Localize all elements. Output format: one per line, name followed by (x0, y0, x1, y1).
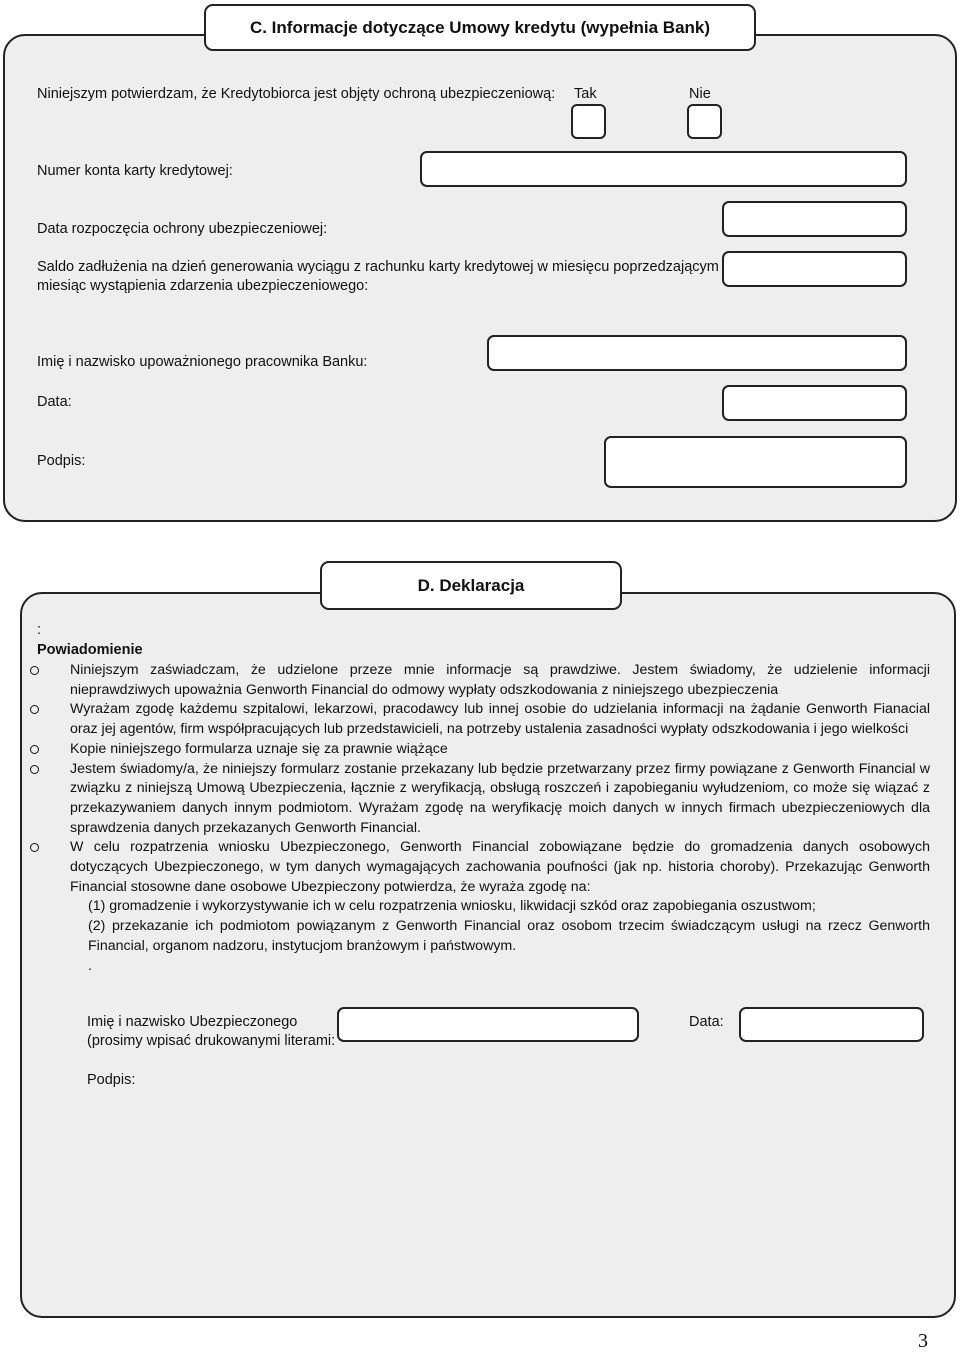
signature-label-c: Podpis: (37, 453, 86, 469)
sub-item (70, 897, 930, 917)
bullet-icon (30, 765, 39, 774)
page-number: 3 (918, 1330, 928, 1352)
section-d-title: D. Deklaracja (320, 561, 622, 610)
list-item (70, 740, 930, 760)
balance-label-line2: miesiąc wystąpienia zdarzenia ubezpieczeniowego: (37, 278, 369, 294)
date-label-d: Data: (689, 1014, 724, 1030)
bullet-icon (30, 745, 39, 754)
signature-field-c[interactable] (604, 436, 907, 488)
list-item (70, 760, 930, 839)
declaration-list (70, 661, 930, 976)
balance-label-line1: Saldo zadłużenia na dzień generowania wyciągu z rachunku karty kredytowej w miesięcu poprzedzającym (37, 259, 719, 275)
list-item (70, 700, 930, 739)
section-c-title: C. Informacje dotyczące Umowy kredytu (wypełnia Bank) (204, 4, 756, 51)
card-account-label: Numer konta karty kredytowej: (37, 163, 233, 179)
sub-item (70, 917, 930, 956)
list-item-text: Kopie niniejszego formularza uznaje się za prawnie wiążące (70, 740, 448, 757)
yes-label: Tak (574, 86, 597, 102)
coverage-start-field[interactable] (722, 201, 907, 237)
employee-name-field[interactable] (487, 335, 907, 371)
list-item-text: Jestem świadomy/a, że niniejszy formularz zostanie przekazany lub będzie przetwarzany przez firmy powiązane z Genworth Financial w związku z niniejszą Umową Ubezpieczenia, łącznie z weryfikacją, obsługą roszczeń i zapobieganiu wyłudzeniom, co może się wiązać z przekazywaniem danych innym podmiotom. Wyrażam zgodę na weryfikację moich danych w innych firmach ubezpieczeniowych dla sprawdzenia danych przekazanych Genworth Financial. (70, 760, 930, 836)
list-item-text: W celu rozpatrzenia wniosku Ubezpieczonego, Genworth Financial zobowiązane będzie do gromadzenia danych osobowych dotyczących Ubezpieczonego, w tym danych wymagających zachowania poufności (jak np. historia choroby). Przekazując Genworth Financial stosowne dane osobowe Ubezpieczony potwierdza, że wyraża zgodę na: (70, 839, 930, 895)
no-checkbox[interactable] (687, 104, 722, 139)
yes-checkbox[interactable] (571, 104, 606, 139)
insured-name-label-line1: Imię i nazwisko Ubezpieczonego (87, 1014, 298, 1030)
insurance-confirm-label: Niniejszym potwierdzam, że Kredytobiorca jest objęty ochroną ubezpieczeniową: (37, 86, 556, 102)
date-field-c[interactable] (722, 385, 907, 421)
list-item (70, 661, 930, 700)
list-item-text: Niniejszym zaświadczam, że udzielone przeze mnie informacje są prawdziwe. Jestem świadomy, że udzielenie informacji nieprawdziwych upoważnia Genworth Financial do odmowy wypłaty odszkodowania z niniejszego ubezpieczenia (70, 662, 930, 698)
date-label-c: Data: (37, 394, 72, 410)
trailing-dot: . (88, 957, 92, 974)
sub-item-text: (1) gromadzenie i wykorzystywanie ich w celu rozpatrzenia wniosku, likwidacji szkód oraz zapobiegania oszustwom; (88, 898, 816, 915)
signature-label-d: Podpis: (87, 1072, 136, 1088)
insured-name-field[interactable] (337, 1007, 639, 1042)
coverage-start-label: Data rozpoczęcia ochrony ubezpieczeniowej: (37, 221, 328, 237)
no-label: Nie (689, 86, 711, 102)
list-item (70, 838, 930, 897)
card-account-field[interactable] (420, 151, 907, 187)
notice-heading: Powiadomienie (37, 642, 143, 658)
balance-field[interactable] (722, 251, 907, 287)
employee-name-label: Imię i nazwisko upoważnionego pracownika Banku: (37, 354, 368, 370)
insured-name-label-line2: (prosimy wpisać drukowanymi literami: (87, 1033, 336, 1049)
sub-item-text: (2) przekazanie ich podmiotom powiązanym z Genworth Financial oraz osobom trzecim świadczącym usługi na rzecz Genworth Financial, organom nadzoru, instytucjom branżowym i państwowym. (88, 918, 930, 954)
bullet-icon (30, 666, 39, 675)
colon-mark: : (37, 622, 42, 638)
date-field-d[interactable] (739, 1007, 924, 1042)
list-item-text: Wyrażam zgodę każdemu szpitalowi, lekarzowi, pracodawcy lub innej osobie do udzielania informacji na żądanie Genworth Fianacial oraz jej agentów, firm współpracujących lub przedstawicieli, na potrzeby ustalenia zasadności wypłaty odszkodowania i jego wielkości (70, 701, 930, 738)
